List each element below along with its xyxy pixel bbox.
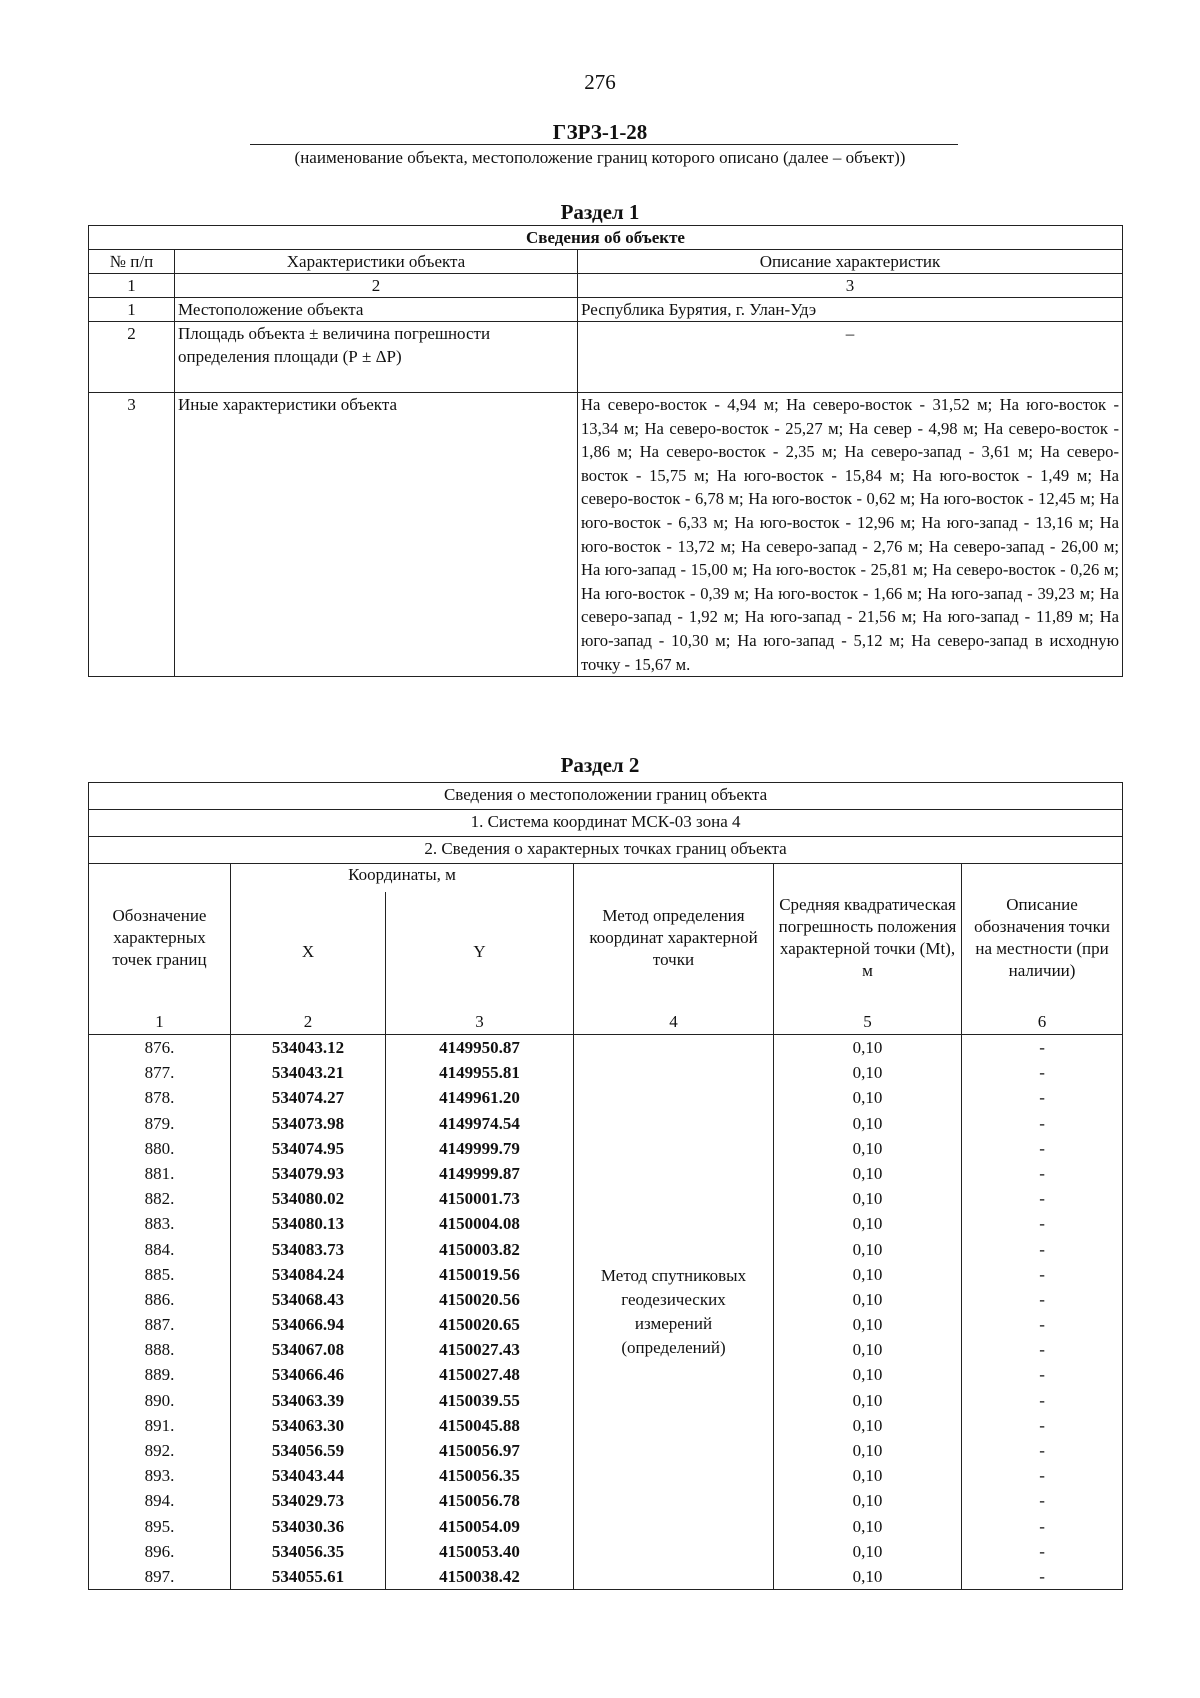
point-id: 893. <box>89 1463 231 1488</box>
point-mt: 0,10 <box>774 1488 962 1513</box>
point-y: 4149999.79 <box>386 1136 574 1161</box>
point-id: 884. <box>89 1237 231 1262</box>
point-mt: 0,10 <box>774 1237 962 1262</box>
coord-system: 1. Система координат МСК-03 зона 4 <box>89 810 1123 837</box>
s1-row <box>89 298 1123 322</box>
header-error: Средняя квадратическая погрешность положения характерной точки (Mt), м <box>774 864 962 1013</box>
s1-row <box>89 393 1123 677</box>
point-y: 4150039.55 <box>386 1388 574 1413</box>
object-name: ГЗРЗ-1-28 <box>552 120 648 144</box>
point-y: 4150027.43 <box>386 1337 574 1362</box>
point-x: 534068.43 <box>231 1287 386 1312</box>
point-y: 4149950.87 <box>386 1035 574 1061</box>
section2-table-title: Сведения о местоположении границ объекта <box>89 783 1123 810</box>
point-y: 4150056.78 <box>386 1488 574 1513</box>
s1-row-description: – <box>578 322 1123 393</box>
s2-numbering-cell: 2 <box>231 1012 386 1035</box>
point-id: 897. <box>89 1564 231 1590</box>
s1-numbering-cell: 2 <box>175 274 578 298</box>
s1-row-characteristic: Площадь объекта ± величина погрешности определения площади (Р ± ΔР) <box>175 322 578 393</box>
s2-numbering-cell: 5 <box>774 1012 962 1035</box>
point-mt: 0,10 <box>774 1085 962 1110</box>
point-x: 534080.13 <box>231 1211 386 1236</box>
point-x: 534066.46 <box>231 1362 386 1387</box>
point-x: 534084.24 <box>231 1262 386 1287</box>
header-point-description: Описание обозначения точки на местности (при наличии) <box>962 864 1123 1013</box>
point-description: - <box>962 1463 1123 1488</box>
point-description: - <box>962 1186 1123 1211</box>
point-description: - <box>962 1388 1123 1413</box>
section1-table <box>88 225 1123 677</box>
s1-row-num: 2 <box>89 322 175 393</box>
point-id: 881. <box>89 1161 231 1186</box>
point-x: 534043.21 <box>231 1060 386 1085</box>
point-id: 896. <box>89 1539 231 1564</box>
point-description: - <box>962 1413 1123 1438</box>
point-id: 894. <box>89 1488 231 1513</box>
point-x: 534080.02 <box>231 1186 386 1211</box>
point-mt: 0,10 <box>774 1337 962 1362</box>
point-description: - <box>962 1539 1123 1564</box>
point-description: - <box>962 1488 1123 1513</box>
point-mt: 0,10 <box>774 1136 962 1161</box>
point-id: 895. <box>89 1514 231 1539</box>
point-description: - <box>962 1060 1123 1085</box>
header-method: Метод определения координат характерной точки <box>574 864 774 1013</box>
point-id: 890. <box>89 1388 231 1413</box>
s1-row-characteristic: Местоположение объекта <box>175 298 578 322</box>
point-mt: 0,10 <box>774 1463 962 1488</box>
point-x: 534063.30 <box>231 1413 386 1438</box>
point-mt: 0,10 <box>774 1312 962 1337</box>
point-x: 534073.98 <box>231 1111 386 1136</box>
point-id: 876. <box>89 1035 231 1061</box>
point-x: 534074.27 <box>231 1085 386 1110</box>
point-y: 4149999.87 <box>386 1161 574 1186</box>
header-designation: Обозначение характерных точек границ <box>89 864 231 1013</box>
header-x: X <box>231 892 386 1012</box>
point-description: - <box>962 1085 1123 1110</box>
point-id: 882. <box>89 1186 231 1211</box>
point-id: 883. <box>89 1211 231 1236</box>
point-y: 4150027.48 <box>386 1362 574 1387</box>
point-id: 880. <box>89 1136 231 1161</box>
s1-row <box>89 322 1123 393</box>
point-id: 889. <box>89 1362 231 1387</box>
point-mt: 0,10 <box>774 1413 962 1438</box>
point-y: 4150054.09 <box>386 1514 574 1539</box>
s1-row-description: На северо-восток - 4,94 м; На северо-восток - 31,52 м; На юго-восток - 13,34 м; На северо-восток - 25,27 м; На север - 4,98 м; На северо-восток - 1,86 м; На северо-восток - 2,35 м; На северо-запад - 3,61 м; На северо-восток - 15,75 м; На юго-восток - 15,84 м; На юго-восток - 1,49 м; На северо-восток - 6,78 м; На юго-восток - 0,62 м; На юго-восток - 12,45 м; На юго-восток - 6,33 м; На юго-восток - 12,96 м; На юго-запад - 13,16 м; На юго-восток - 13,72 м; На северо-запад - 2,76 м; На северо-запад - 26,00 м; На юго-запад - 15,00 м; На юго-восток - 25,81 м; На северо-восток - 0,26 м; На юго-восток - 0,39 м; На юго-восток - 1,66 м; На юго-запад - 39,23 м; На северо-запад - 1,92 м; На юго-запад - 21,56 м; На юго-запад - 11,89 м; На юго-запад - 10,30 м; На юго-запад - 5,12 м; На северо-запад в исходную точку - 15,67 м. <box>578 393 1123 677</box>
point-id: 879. <box>89 1111 231 1136</box>
point-description: - <box>962 1312 1123 1337</box>
point-id: 877. <box>89 1060 231 1085</box>
s1-header-characteristic: Характеристики объекта <box>175 250 578 274</box>
point-y: 4149955.81 <box>386 1060 574 1085</box>
point-y: 4149961.20 <box>386 1085 574 1110</box>
point-mt: 0,10 <box>774 1539 962 1564</box>
point-description: - <box>962 1564 1123 1590</box>
point-y: 4150045.88 <box>386 1413 574 1438</box>
point-description: - <box>962 1438 1123 1463</box>
s1-header-num: № п/п <box>89 250 175 274</box>
point-y: 4150056.35 <box>386 1463 574 1488</box>
point-mt: 0,10 <box>774 1186 962 1211</box>
point-x: 534055.61 <box>231 1564 386 1590</box>
point-x: 534056.35 <box>231 1539 386 1564</box>
point-description: - <box>962 1211 1123 1236</box>
point-y: 4150001.73 <box>386 1186 574 1211</box>
point-y: 4149974.54 <box>386 1111 574 1136</box>
section2-title: Раздел 2 <box>560 753 640 777</box>
point-mt: 0,10 <box>774 1035 962 1061</box>
point-mt: 0,10 <box>774 1362 962 1387</box>
s1-header-description: Описание характеристик <box>578 250 1123 274</box>
point-y: 4150003.82 <box>386 1237 574 1262</box>
point-y: 4150053.40 <box>386 1539 574 1564</box>
point-y: 4150038.42 <box>386 1564 574 1590</box>
point-description: - <box>962 1161 1123 1186</box>
s1-numbering-cell: 1 <box>89 274 175 298</box>
section1-title: Раздел 1 <box>560 200 640 224</box>
point-id: 885. <box>89 1262 231 1287</box>
point-id: 887. <box>89 1312 231 1337</box>
point-x: 534056.59 <box>231 1438 386 1463</box>
point-description: - <box>962 1136 1123 1161</box>
object-name-caption: (наименование объекта, местоположение границ которого описано (далее – объект)) <box>294 148 906 167</box>
point-y: 4150020.65 <box>386 1312 574 1337</box>
point-id: 886. <box>89 1287 231 1312</box>
point-x: 534067.08 <box>231 1337 386 1362</box>
point-x: 534083.73 <box>231 1237 386 1262</box>
object-name-underline <box>250 144 958 145</box>
point-description: - <box>962 1337 1123 1362</box>
point-x: 534063.39 <box>231 1388 386 1413</box>
point-mt: 0,10 <box>774 1161 962 1186</box>
s1-row-description: Республика Бурятия, г. Улан-Удэ <box>578 298 1123 322</box>
point-id: 891. <box>89 1413 231 1438</box>
point-y: 4150020.56 <box>386 1287 574 1312</box>
point-y: 4150004.08 <box>386 1211 574 1236</box>
point-mt: 0,10 <box>774 1111 962 1136</box>
s1-row-characteristic: Иные характеристики объекта <box>175 393 578 677</box>
point-method: Метод спутниковых геодезических измерений (определений) <box>574 1035 774 1590</box>
point-description: - <box>962 1362 1123 1387</box>
point-mt: 0,10 <box>774 1262 962 1287</box>
point-mt: 0,10 <box>774 1564 962 1590</box>
s2-numbering-cell: 4 <box>574 1012 774 1035</box>
point-mt: 0,10 <box>774 1287 962 1312</box>
section1-table-title: Сведения об объекте <box>89 226 1123 250</box>
point-y: 4150056.97 <box>386 1438 574 1463</box>
point-id: 892. <box>89 1438 231 1463</box>
point-description: - <box>962 1237 1123 1262</box>
s2-numbering-cell: 3 <box>386 1012 574 1035</box>
point-mt: 0,10 <box>774 1388 962 1413</box>
point-id: 878. <box>89 1085 231 1110</box>
s2-numbering-cell: 1 <box>89 1012 231 1035</box>
point-description: - <box>962 1287 1123 1312</box>
point-x: 534043.12 <box>231 1035 386 1061</box>
point-x: 534079.93 <box>231 1161 386 1186</box>
point-mt: 0,10 <box>774 1060 962 1085</box>
point-x: 534030.36 <box>231 1514 386 1539</box>
point-id: 888. <box>89 1337 231 1362</box>
header-coordinates: Координаты, м <box>231 864 574 893</box>
point-x: 534029.73 <box>231 1488 386 1513</box>
point-description: - <box>962 1035 1123 1061</box>
point-x: 534074.95 <box>231 1136 386 1161</box>
point-mt: 0,10 <box>774 1438 962 1463</box>
point-mt: 0,10 <box>774 1514 962 1539</box>
header-y: Y <box>386 892 574 1012</box>
page-number: 276 <box>584 70 616 94</box>
s1-row-num: 3 <box>89 393 175 677</box>
points-title: 2. Сведения о характерных точках границ объекта <box>89 837 1123 864</box>
section2-table <box>88 782 1123 1590</box>
point-y: 4150019.56 <box>386 1262 574 1287</box>
point-description: - <box>962 1262 1123 1287</box>
point-mt: 0,10 <box>774 1211 962 1236</box>
table-row <box>89 1035 1123 1061</box>
s1-numbering-cell: 3 <box>578 274 1123 298</box>
point-description: - <box>962 1111 1123 1136</box>
point-description: - <box>962 1514 1123 1539</box>
s2-numbering-cell: 6 <box>962 1012 1123 1035</box>
point-x: 534043.44 <box>231 1463 386 1488</box>
point-x: 534066.94 <box>231 1312 386 1337</box>
s1-row-num: 1 <box>89 298 175 322</box>
